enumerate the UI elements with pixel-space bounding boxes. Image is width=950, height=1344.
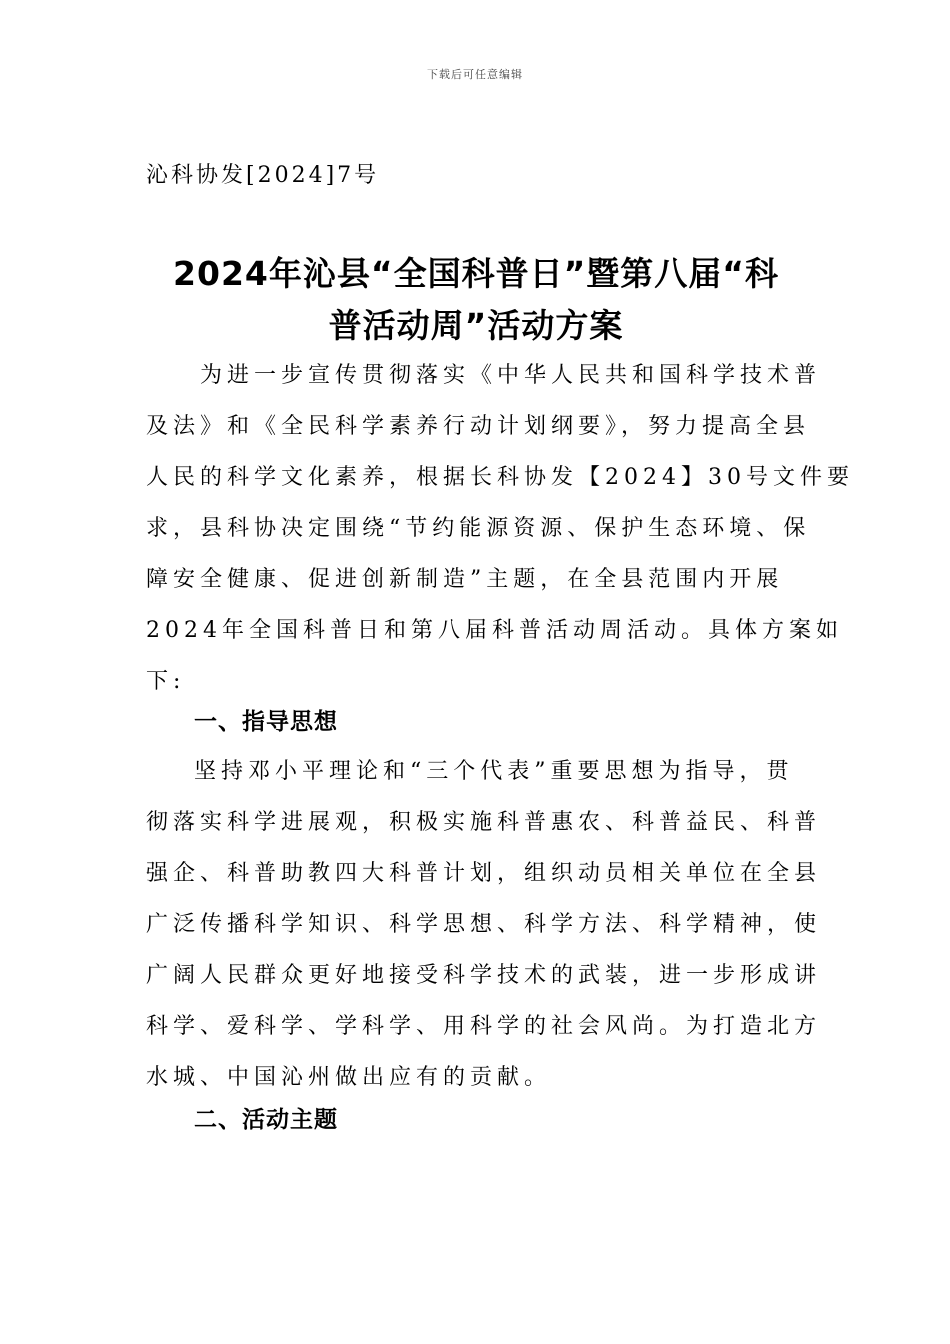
intro-line: 2024年全国科普日和第八届科普活动周活动。具体方案如: [146, 618, 843, 643]
guiding-ideology-line: 强企、科普助教四大科普计划，组织动员相关单位在全县: [146, 861, 822, 886]
intro-paragraph: [146, 350, 854, 707]
guiding-ideology-line: 广泛传播科学知识、科学思想、科学方法、科学精神，使: [146, 912, 822, 937]
guiding-ideology-line: 彻落实科学进展观，积极实施科普惠农、科普益民、科普: [146, 810, 822, 835]
guiding-ideology-line: 广阔人民群众更好地接受科学技术的武装，进一步形成讲: [146, 963, 822, 988]
document-title-line-2: 普活动周”活动方案: [328, 306, 624, 345]
page-header-note: 下载后可任意编辑: [427, 68, 523, 81]
intro-line: 为进一步宣传贯彻落实《中华人民共和国科学技术普: [200, 363, 822, 388]
intro-line: 求，县科协决定围绕“节约能源资源、保护生态环境、保: [146, 516, 811, 541]
section-heading-activity-theme: 二、活动主题: [194, 1107, 338, 1133]
intro-line: 及法》和《全民科学素养行动计划纲要》，努力提高全县: [146, 414, 811, 439]
section-heading-guiding-ideology: 一、指导思想: [194, 709, 338, 735]
document-title-line-1: 2024年沁县“全国科普日”暨第八届“科: [173, 254, 779, 293]
guiding-ideology-line: 坚持邓小平理论和“三个代表”重要思想为指导，贯: [194, 759, 794, 784]
intro-line: 下:: [146, 669, 186, 694]
guiding-ideology-line: 水城、中国沁州做出应有的贡献。: [146, 1065, 552, 1090]
intro-line: 人民的科学文化素养，根据长科协发【2024】30号文件要: [146, 465, 854, 490]
document-number: 沁科协发[2024]7号: [146, 163, 380, 188]
intro-line: 障安全健康、促进创新制造”主题，在全县范围内开展: [146, 567, 784, 592]
guiding-ideology-paragraph: [146, 746, 822, 1103]
guiding-ideology-line: 科学、爱科学、学科学、用科学的社会风尚。为打造北方: [146, 1014, 822, 1039]
document-title: [146, 248, 806, 352]
